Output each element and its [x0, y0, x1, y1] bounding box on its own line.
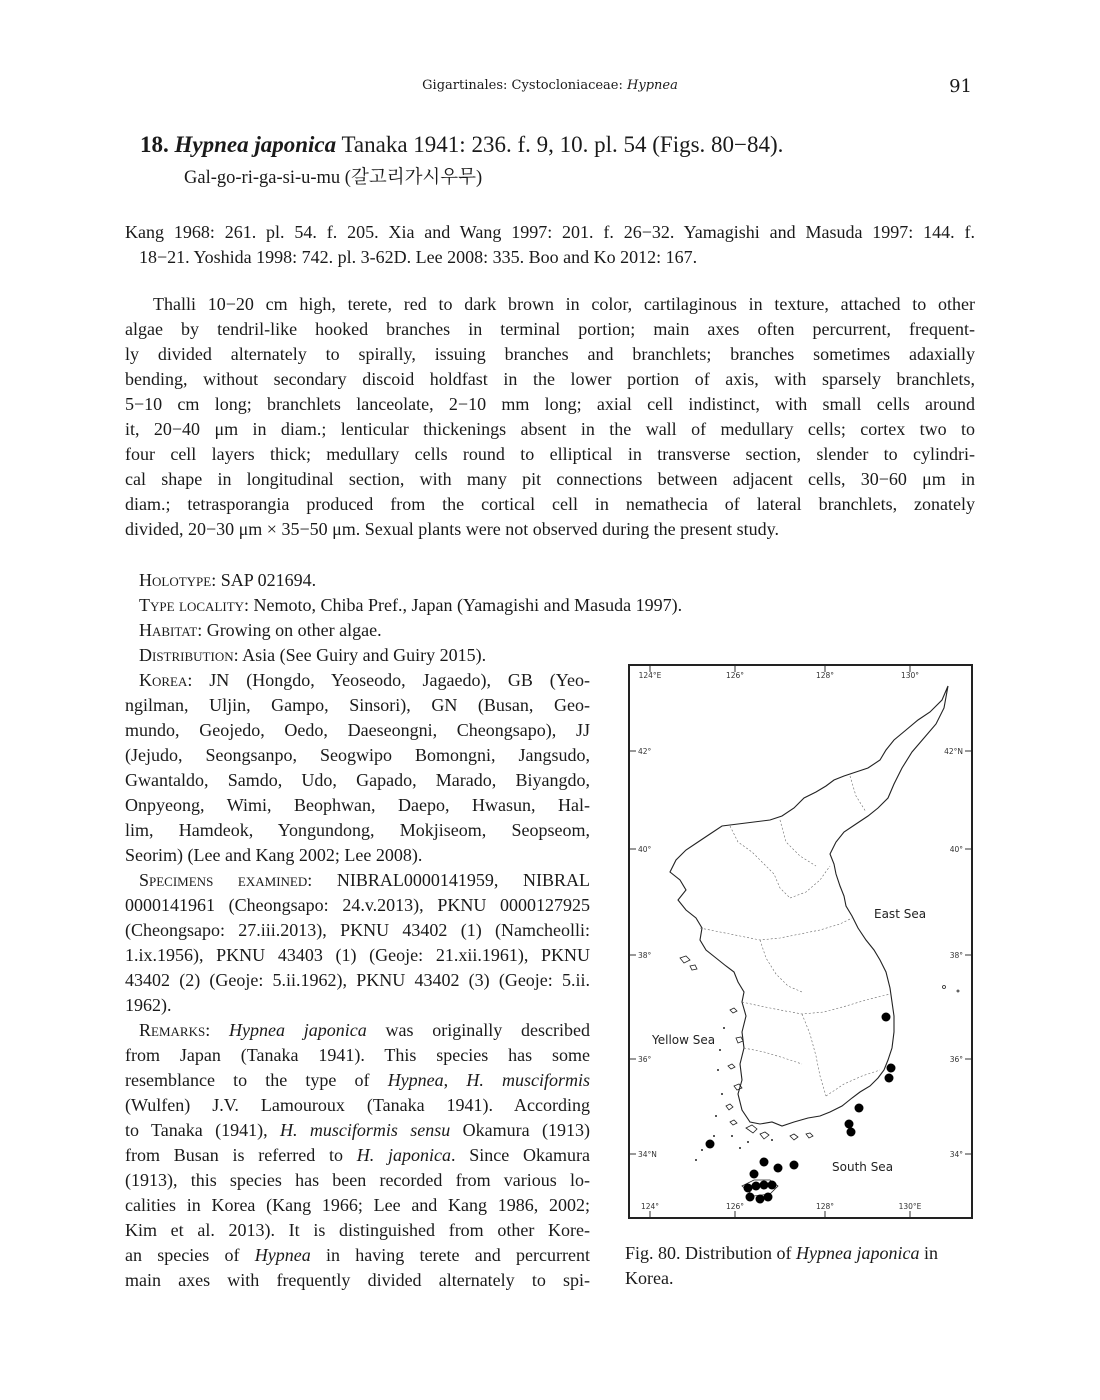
habitat-text: : Growing on other algae. [197, 620, 382, 640]
record-point [845, 1120, 854, 1129]
specimens-line [125, 868, 590, 893]
map-bottom-tick: 124° [640, 1202, 660, 1211]
map-left-tick: 42° [638, 747, 652, 756]
record-point [855, 1104, 864, 1113]
remarks-line: resemblance to the type of Hypnea, H. musciformis [125, 1070, 590, 1090]
running-head-genus: Hypnea [627, 78, 678, 93]
distribution-text: : Asia (See Guiry and Guiry 2015). [233, 645, 487, 665]
specimens-label: Specimens examined [139, 870, 308, 890]
holotype-label: Holotype [139, 570, 212, 590]
korea-line: ngilman, Uljin, Gampo, Sinsori), GN (Busan, Geo- [125, 695, 590, 715]
description-line: ly divided alternately to spirally, issuing branches and branchlets; branches sometimes adaxially [125, 344, 975, 364]
map-right-tick: 42°N [944, 747, 963, 756]
remarks-line: from Japan (Tanaka 1941). This species has some [125, 1045, 590, 1065]
record-point [744, 1184, 753, 1193]
map-bottom-tick: 128° [815, 1202, 835, 1211]
korea-line: (Jejudo, Seongsanpo, Seogwipo Bomongni, Jangsudo, [125, 745, 590, 765]
specimens-line: 43402 (2) (Geoje: 5.ii.1962), PKNU 43402 (3) (Geoje: 5.ii. [125, 970, 590, 990]
korea-line [125, 668, 590, 693]
habitat-label: Habitat [139, 620, 198, 640]
record-point [746, 1193, 755, 1202]
record-point [752, 1182, 761, 1191]
species-number: 18. [140, 132, 169, 157]
reference-line: Kang 1968: 261. pl. 54. f. 205. Xia and Wang 1997: 201. f. 26−32. Yamagishi and Masuda 1997: 144. f. [125, 222, 975, 242]
common-name: Gal-go-ri-ga-si-u-mu (갈고리가시우무) [184, 168, 483, 188]
record-point [882, 1013, 891, 1022]
remarks-line: from Busan is referred to H. japonica. Since Okamura [125, 1145, 590, 1165]
remarks-line: an species of Hypnea in having terete and percurrent [125, 1245, 590, 1265]
taxon-name: H. musciformis [466, 1070, 590, 1090]
holotype-text: : SAP 021694. [211, 570, 317, 590]
korea-text: : JN (Hongdo, Yeoseodo, Jagaedo), GB (Yeo- [187, 670, 590, 690]
map-top-tick: 128° [815, 671, 835, 680]
korea-line: Seorim) (Lee and Kang 2002; Lee 2008). [125, 845, 423, 865]
remarks-line: Kim et al. 2013). It is distinguished from other Kore- [125, 1220, 590, 1240]
taxon-name: Hypnea japonica [228, 1020, 367, 1040]
map-bottom-tick: 126° [725, 1202, 745, 1211]
description-line: bending, without secondary discoid holdfast in the lower portion of axis, with sparsely branchlets, [125, 369, 975, 389]
figure-caption [625, 1241, 977, 1291]
specimens-text: : NIBRAL0000141959, NIBRAL [307, 870, 590, 890]
caption-prefix: Fig. 80. Distribution of [625, 1243, 797, 1263]
description-line: divided, 20−30 μm × 35−50 μm. Sexual plants were not observed during the present study. [125, 519, 779, 539]
taxon-name: Hypnea [387, 1070, 444, 1090]
remarks-label: Remarks [139, 1020, 206, 1040]
record-point [774, 1164, 783, 1173]
islands [680, 956, 959, 1196]
map-left-tick: 34°N [638, 1150, 657, 1159]
yellow-sea-label: Yellow Sea [652, 1033, 716, 1047]
description-line: algae by tendril-like hooked branches in terminal portion; main axes often percurrent, frequent- [125, 319, 975, 339]
remarks-line: (Wulfen) J.V. Lamouroux (Tanaka 1941). According [125, 1095, 590, 1115]
description [125, 292, 975, 542]
taxon-name: Hypnea [254, 1245, 311, 1265]
description-line: four cell layers thick; medullary cells round to elliptical in transverse section, slender to cylindri- [125, 444, 975, 464]
distribution-map [628, 664, 973, 1219]
korea-label: Korea [139, 670, 188, 690]
description-line: it, 20−40 μm in diam.; lenticular thickenings absent in the wall of medullary cells; cortex two to [125, 419, 975, 439]
distribution-label: Distribution [139, 645, 234, 665]
species-name: Hypnea japonica [174, 132, 337, 157]
caption-species: Hypnea japonica [796, 1243, 920, 1263]
record-point [847, 1128, 856, 1137]
map-left-tick: 36° [638, 1055, 652, 1064]
holotype [125, 568, 590, 593]
description-line: cal shape in longitudinal section, with many pit connections between adjacent cells, 30−60 μm in [125, 469, 975, 489]
map-left-tick: 38° [638, 951, 652, 960]
korea-line: mundo, Geojedo, Oedo, Daeseongni, Cheongsapo), JJ [125, 720, 590, 740]
type-locality-label: Type locality [139, 595, 245, 615]
specimens-line: 0000141961 (Cheongsapo: 24.v.2013), PKNU 0000127925 [125, 895, 590, 915]
remarks [125, 1018, 590, 1293]
record-point [885, 1074, 894, 1083]
map-right-tick: 36° [949, 1055, 963, 1064]
remarks-line: main axes with frequently divided alternately to spi- [125, 1270, 590, 1290]
taxon-name: H. japonica [356, 1145, 451, 1165]
korea-map-svg [630, 666, 971, 1217]
description-line: Thalli 10−20 cm high, terete, red to dark brown in color, cartilaginous in texture, attached to other [153, 294, 975, 314]
province-boundaries [700, 776, 890, 1096]
korea-line: Onpyeong, Wimi, Beophwan, Daepo, Hwasun, Hal- [125, 795, 590, 815]
page-number: 91 [949, 76, 972, 97]
running-head [0, 78, 1100, 93]
description-line: diam.; tetrasporangia produced from the cortical cell in nemathecia of lateral branchlets, zonately [125, 494, 975, 514]
map-right-tick: 34° [949, 1150, 963, 1159]
species-authority: Tanaka 1941: 236. f. 9, 10. pl. 54 (Figs. 80−84). [341, 132, 784, 157]
map-left-tick: 40° [638, 845, 652, 854]
south-sea-label: South Sea [832, 1160, 894, 1174]
species-title [140, 132, 783, 158]
reference-line: 18−21. Yoshida 1998: 742. pl. 3-62D. Lee 2008: 335. Boo and Ko 2012: 167. [139, 247, 698, 267]
record-point [764, 1193, 773, 1202]
record-point [756, 1195, 765, 1204]
map-bottom-tick: 130°E [898, 1202, 922, 1211]
specimens-line: (Cheongsapo: 27.iii.2013), PKNU 43402 (1) (Namcheolli: [125, 920, 590, 940]
map-right-tick: 40° [949, 845, 963, 854]
record-point [768, 1181, 777, 1190]
specimens-line: 1962). [125, 995, 172, 1015]
record-point [790, 1161, 799, 1170]
remarks-line: (1913), this species has been recorded from various lo- [125, 1170, 590, 1190]
specimens-line: 1.ix.1956), PKNU 43403 (1) (Geoje: 21.xii.1961), PKNU [125, 945, 590, 965]
remarks-line: calities in Korea (Kang 1966; Lee and Kang 1986, 2002; [125, 1195, 590, 1215]
record-point [706, 1140, 715, 1149]
korea-line: lim, Hamdeok, Yongundong, Mokjiseom, Seopseom, [125, 820, 590, 840]
record-point [760, 1158, 769, 1167]
remarks-line: Remarks: Hypnea japonica was originally described [139, 1020, 590, 1040]
map-top-tick: 126° [725, 671, 745, 680]
map-top-tick: 124°E [638, 671, 662, 680]
distribution [125, 643, 590, 668]
east-sea-label: East Sea [874, 907, 927, 921]
korea-line: Gwantaldo, Samdo, Udo, Gapado, Marado, Biyangdo, [125, 770, 590, 790]
record-point [750, 1170, 759, 1179]
remarks-line: to Tanaka (1941), H. musciformis sensu Okamura (1913) [125, 1120, 590, 1140]
record-point [760, 1181, 769, 1190]
map-right-tick: 38° [949, 951, 963, 960]
references [125, 220, 975, 270]
type-locality-text: : Nemoto, Chiba Pref., Japan (Yamagishi and Masuda 1997). [244, 595, 683, 615]
record-point [887, 1064, 896, 1073]
habitat [125, 618, 590, 643]
taxon-name: H. musciformis sensu [280, 1120, 451, 1140]
peninsula-outline [670, 686, 948, 1126]
running-head-text: Gigartinales: Cystocloniaceae: [422, 78, 628, 93]
caption-suffix: in Korea. [625, 1243, 938, 1288]
map-top-tick: 130° [900, 671, 920, 680]
type-locality [125, 593, 683, 618]
distribution-points [706, 1013, 896, 1204]
small-islets [695, 1027, 773, 1161]
description-line: 5−10 cm long; branchlets lanceolate, 2−10 mm long; axial cell indistinct, with small cells around [125, 394, 975, 414]
